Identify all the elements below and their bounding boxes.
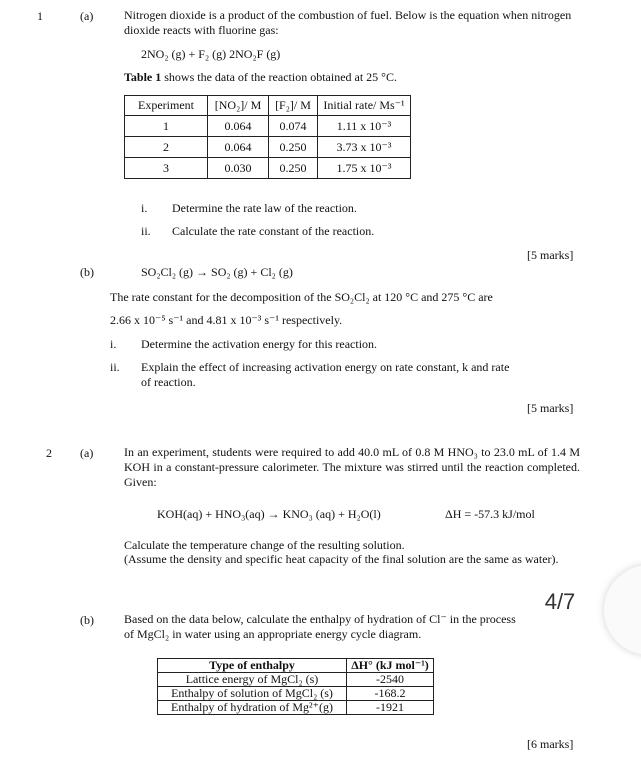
table-cell: 0.250 [269, 158, 318, 179]
q2a-label: (a) [80, 446, 94, 460]
q2a-intro: In an experiment, students were required to add 40.0 mL of 0.8 M HNO₃ to 23.0 mL of 1.4 M KOH in a constant-pressure calorimeter. The mixture was stirred until the reaction completed. Given: [124, 445, 580, 489]
table-cell: Enthalpy of solution of MgCl₂ (s) [158, 687, 347, 701]
table-header-cell: [F₂]/ M [269, 96, 318, 116]
q1b-subitem-number: i. [110, 337, 117, 351]
table-row [125, 137, 411, 158]
table-1-caption-bold: Table 1 [124, 70, 162, 84]
table-row [125, 116, 411, 137]
table-header-cell: [NO₂]/ M [208, 96, 269, 116]
q1b-subitem-number: ii. [110, 360, 120, 374]
table-cell: Enthalpy of hydration of Mg²⁺(g) [158, 701, 347, 715]
table-cell: 2 [125, 137, 208, 158]
page-nav-button[interactable] [604, 565, 641, 655]
table-cell: 0.064 [208, 116, 269, 137]
table-cell: 0.030 [208, 158, 269, 179]
q1b-subitem-text: Determine the activation energy for this reaction. [141, 337, 378, 351]
q1b-equation: SO₂Cl₂ (g) → SO₂ (g) + Cl₂ (g) [141, 265, 293, 279]
q2b-intro: Based on the data below, calculate the enthalpy of hydration of Cl⁻ in the process of MgCl₂ in water using an appropriate energy cycle diagram. [124, 612, 516, 641]
q2a-equation: KOH(aq) + HNO₃(aq) → KNO₃ (aq) + H₂O(l) [157, 507, 381, 521]
table-row [158, 673, 434, 687]
question-2-number: 2 [46, 446, 52, 460]
q1a-intro: Nitrogen dioxide is a product of the combustion of fuel. Below is the equation when nitrogen dioxide reacts with fluorine gas: [124, 8, 572, 37]
enthalpy-data-table [157, 658, 434, 715]
table-header-row [158, 659, 434, 673]
q2a-delta-h: ΔH = -57.3 kJ/mol [445, 507, 535, 521]
q1b-label: (b) [80, 265, 94, 279]
q1b-marks: [5 marks] [527, 401, 574, 415]
table-cell: 1 [125, 116, 208, 137]
rate-data-table [124, 95, 411, 179]
q1a-marks: [5 marks] [527, 248, 574, 262]
table-1-caption-rest: shows the data of the reaction obtained at 25 °C. [161, 70, 397, 84]
q1a-subitem-text: Calculate the rate constant of the reaction. [172, 224, 375, 238]
question-1-number: 1 [37, 9, 43, 23]
table-row [158, 701, 434, 715]
table-cell: -1921 [347, 701, 434, 715]
table-cell: -168.2 [347, 687, 434, 701]
table-header-cell: Type of enthalpy [158, 659, 347, 673]
q1b-text-line-1: The rate constant for the decomposition of the SO₂Cl₂ at 120 °C and 275 °C are [110, 290, 493, 304]
page-indicator: 4/7 [544, 589, 576, 614]
table-header-cell: Initial rate/ Ms⁻¹ [318, 96, 411, 116]
table-header-cell: ΔH° (kJ mol⁻¹) [347, 659, 434, 673]
table-cell: 0.064 [208, 137, 269, 158]
q2b-label: (b) [80, 613, 94, 627]
table-cell: 1.75 x 10⁻³ [318, 158, 411, 179]
q2a-calc-text: Calculate the temperature change of the resulting solution. [124, 538, 405, 552]
table-cell: 1.11 x 10⁻³ [318, 116, 411, 137]
q1a-label: (a) [80, 9, 94, 23]
table-cell: 0.074 [269, 116, 318, 137]
table-cell: Lattice energy of MgCl₂ (s) [158, 673, 347, 687]
table-cell: 3 [125, 158, 208, 179]
table-header-row [125, 96, 411, 116]
table-header-cell: Experiment [125, 96, 208, 116]
q1a-equation: 2NO₂ (g) + F₂ (g) 2NO₂F (g) [141, 47, 281, 61]
table-cell: -2540 [347, 673, 434, 687]
table-cell: 0.250 [269, 137, 318, 158]
table-1-caption [124, 70, 397, 85]
table-row [125, 158, 411, 179]
q1a-subitem-text: Determine the rate law of the reaction. [172, 201, 357, 215]
q1a-subitem-number: ii. [141, 224, 151, 238]
q1b-text-line-2: 2.66 x 10⁻⁵ s⁻¹ and 4.81 x 10⁻³ s⁻¹ respectively. [110, 313, 343, 327]
q1a-subitem-number: i. [141, 201, 148, 215]
table-row [158, 687, 434, 701]
q2b-marks: [6 marks] [527, 737, 574, 751]
table-cell: 3.73 x 10⁻³ [318, 137, 411, 158]
q1b-subitem-text: Explain the effect of increasing activation energy on rate constant, k and rate of reaction. [141, 360, 510, 389]
q2a-assume-text: (Assume the density and specific heat capacity of the final solution are the same as water). [124, 552, 559, 566]
